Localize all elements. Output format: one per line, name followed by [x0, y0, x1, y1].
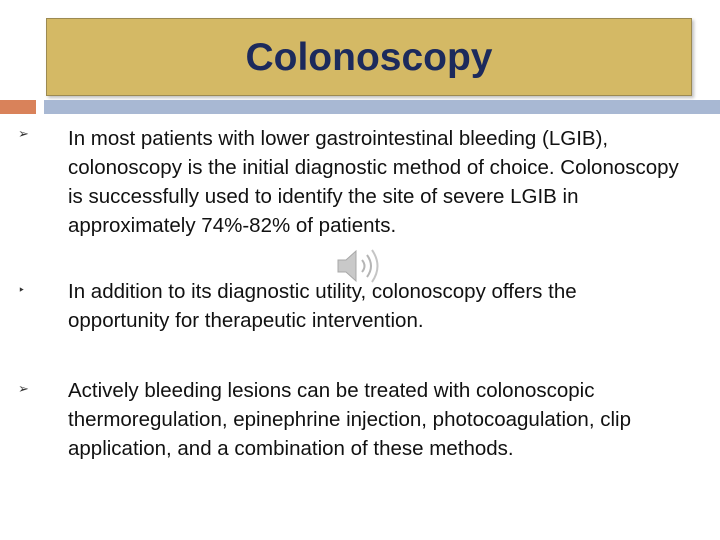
bullet-marker-3: ➢: [18, 381, 29, 396]
bullet-marker-1: ➢: [18, 126, 29, 141]
bullet-text-1: In most patients with lower gastrointestinal bleeding (LGIB), colonoscopy is the initial diagnostic method of choice. Colonoscopy is successfully used to identify the site of severe LGIB in approximately 74%-82% of patients.: [68, 127, 679, 237]
bullet-marker-2: ‣: [18, 283, 26, 297]
speaker-icon[interactable]: [334, 246, 386, 286]
bullet-text-3: Actively bleeding lesions can be treated with colonoscopic thermoregulation, epinephrine injection, photocoagulation, clip application, and a combination of these methods.: [68, 379, 631, 460]
title-box: [46, 18, 692, 96]
divider-bar: [44, 100, 720, 114]
slide-title: Colonoscopy: [245, 36, 493, 79]
accent-bar: [0, 100, 36, 114]
bullet-text-2: In addition to its diagnostic utility, colonoscopy offers the opportunity for therapeutic intervention.: [68, 280, 577, 332]
